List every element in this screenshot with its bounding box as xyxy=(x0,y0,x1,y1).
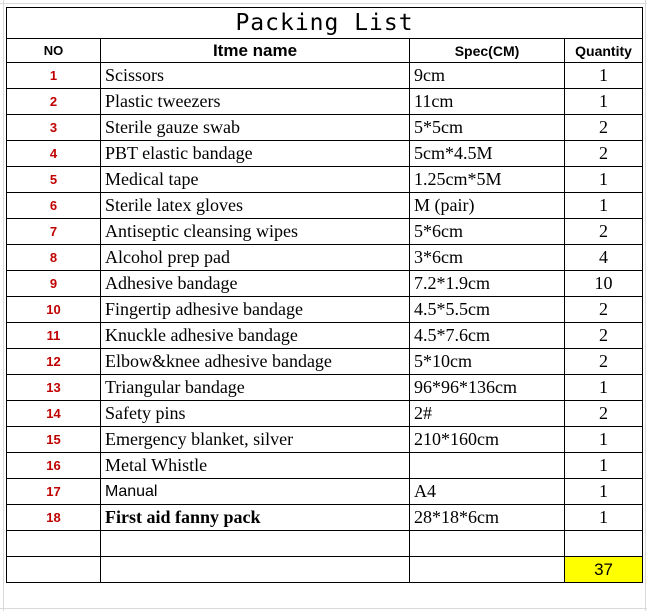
item-name[interactable]: Sterile gauze swab xyxy=(101,115,410,141)
empty-cell[interactable] xyxy=(7,557,101,583)
page-title[interactable]: Packing List xyxy=(7,8,643,39)
item-quantity[interactable]: 1 xyxy=(565,427,643,453)
item-name[interactable]: Safety pins xyxy=(101,401,410,427)
item-name[interactable]: Scissors xyxy=(101,63,410,89)
gridline xyxy=(3,0,4,611)
table-row xyxy=(7,453,643,479)
item-name[interactable]: Metal Whistle xyxy=(101,453,410,479)
table-row xyxy=(7,323,643,349)
item-spec[interactable]: 5*5cm xyxy=(410,115,565,141)
item-name[interactable]: Antiseptic cleansing wipes xyxy=(101,219,410,245)
item-number[interactable]: 6 xyxy=(7,193,101,219)
empty-cell[interactable] xyxy=(410,531,565,557)
table-row xyxy=(7,193,643,219)
item-quantity[interactable]: 1 xyxy=(565,89,643,115)
packing-list-table xyxy=(6,7,643,583)
item-name[interactable]: Sterile latex gloves xyxy=(101,193,410,219)
item-quantity[interactable]: 2 xyxy=(565,349,643,375)
item-name[interactable]: Fingertip adhesive bandage xyxy=(101,297,410,323)
table-row xyxy=(7,245,643,271)
table-row xyxy=(7,375,643,401)
item-name[interactable]: Manual xyxy=(101,479,410,505)
item-number[interactable]: 18 xyxy=(7,505,101,531)
table-row xyxy=(7,219,643,245)
empty-cell[interactable] xyxy=(565,531,643,557)
item-spec[interactable]: 4.5*5.5cm xyxy=(410,297,565,323)
empty-cell[interactable] xyxy=(410,557,565,583)
item-name[interactable]: First aid fanny pack xyxy=(101,505,410,531)
item-spec[interactable]: 4.5*7.6cm xyxy=(410,323,565,349)
item-spec[interactable] xyxy=(410,453,565,479)
item-quantity[interactable]: 1 xyxy=(565,63,643,89)
item-quantity[interactable]: 1 xyxy=(565,193,643,219)
item-number[interactable]: 8 xyxy=(7,245,101,271)
item-number[interactable]: 12 xyxy=(7,349,101,375)
item-quantity[interactable]: 2 xyxy=(565,115,643,141)
table-row xyxy=(7,401,643,427)
table-row xyxy=(7,427,643,453)
item-number[interactable]: 9 xyxy=(7,271,101,297)
gridline xyxy=(645,0,646,611)
total-row xyxy=(7,557,643,583)
item-number[interactable]: 1 xyxy=(7,63,101,89)
item-name[interactable]: Plastic tweezers xyxy=(101,89,410,115)
item-name[interactable]: Adhesive bandage xyxy=(101,271,410,297)
item-spec[interactable]: 5*6cm xyxy=(410,219,565,245)
item-number[interactable]: 16 xyxy=(7,453,101,479)
item-quantity[interactable]: 2 xyxy=(565,219,643,245)
item-name[interactable]: Knuckle adhesive bandage xyxy=(101,323,410,349)
header-row xyxy=(7,39,643,63)
item-quantity[interactable]: 1 xyxy=(565,479,643,505)
item-spec[interactable]: 2# xyxy=(410,401,565,427)
table-row xyxy=(7,349,643,375)
item-quantity[interactable]: 2 xyxy=(565,297,643,323)
total-quantity[interactable]: 37 xyxy=(565,557,643,583)
item-quantity[interactable]: 1 xyxy=(565,453,643,479)
item-name[interactable]: Elbow&knee adhesive bandage xyxy=(101,349,410,375)
table-row xyxy=(7,63,643,89)
item-name[interactable]: Emergency blanket, silver xyxy=(101,427,410,453)
gridline xyxy=(0,608,647,609)
item-spec[interactable]: M (pair) xyxy=(410,193,565,219)
table-row xyxy=(7,297,643,323)
item-spec[interactable]: 9cm xyxy=(410,63,565,89)
item-spec[interactable]: 96*96*136cm xyxy=(410,375,565,401)
header-spec[interactable]: Spec(CM) xyxy=(410,39,565,63)
table-row xyxy=(7,141,643,167)
item-quantity[interactable]: 10 xyxy=(565,271,643,297)
item-spec[interactable]: 7.2*1.9cm xyxy=(410,271,565,297)
item-spec[interactable]: 5*10cm xyxy=(410,349,565,375)
empty-cell[interactable] xyxy=(7,531,101,557)
gridline xyxy=(0,3,647,4)
table-row xyxy=(7,505,643,531)
item-name[interactable]: PBT elastic bandage xyxy=(101,141,410,167)
header-quantity[interactable]: Quantity xyxy=(565,39,643,63)
table-row xyxy=(7,271,643,297)
item-quantity[interactable]: 2 xyxy=(565,323,643,349)
item-number[interactable]: 4 xyxy=(7,141,101,167)
blank-row xyxy=(7,531,643,557)
item-number[interactable]: 15 xyxy=(7,427,101,453)
item-number[interactable]: 7 xyxy=(7,219,101,245)
item-number[interactable]: 3 xyxy=(7,115,101,141)
item-number[interactable]: 5 xyxy=(7,167,101,193)
item-quantity[interactable]: 2 xyxy=(565,141,643,167)
item-number[interactable]: 11 xyxy=(7,323,101,349)
item-quantity[interactable]: 2 xyxy=(565,401,643,427)
item-spec[interactable]: 3*6cm xyxy=(410,245,565,271)
table-row xyxy=(7,167,643,193)
item-spec[interactable]: 210*160cm xyxy=(410,427,565,453)
empty-cell[interactable] xyxy=(101,531,410,557)
item-number[interactable]: 2 xyxy=(7,89,101,115)
item-number[interactable]: 17 xyxy=(7,479,101,505)
table-row xyxy=(7,479,643,505)
header-item-name[interactable]: Itme name xyxy=(101,39,410,63)
item-quantity[interactable]: 1 xyxy=(565,505,643,531)
item-spec[interactable]: 5cm*4.5M xyxy=(410,141,565,167)
item-spec[interactable]: 11cm xyxy=(410,89,565,115)
item-number[interactable]: 13 xyxy=(7,375,101,401)
item-spec[interactable]: 28*18*6cm xyxy=(410,505,565,531)
table-row xyxy=(7,89,643,115)
item-number[interactable]: 14 xyxy=(7,401,101,427)
item-name[interactable]: Alcohol prep pad xyxy=(101,245,410,271)
item-quantity[interactable]: 1 xyxy=(565,167,643,193)
item-number[interactable]: 10 xyxy=(7,297,101,323)
item-name[interactable]: Triangular bandage xyxy=(101,375,410,401)
item-quantity[interactable]: 4 xyxy=(565,245,643,271)
empty-cell[interactable] xyxy=(101,557,410,583)
item-spec[interactable]: 1.25cm*5M xyxy=(410,167,565,193)
header-no[interactable]: NO xyxy=(7,39,101,63)
item-quantity[interactable]: 1 xyxy=(565,375,643,401)
item-spec[interactable]: A4 xyxy=(410,479,565,505)
item-name[interactable]: Medical tape xyxy=(101,167,410,193)
table-row xyxy=(7,115,643,141)
